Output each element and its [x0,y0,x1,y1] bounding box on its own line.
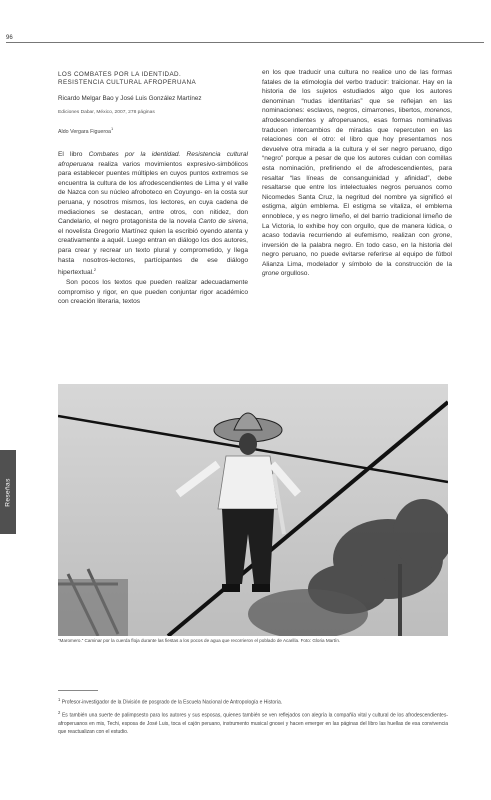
footnote-marker: 1 [58,697,61,702]
footnote-text: Profesor-investigador de la División de posgrado de la Escuela Nacional de Antropología e Historia. [61,699,283,706]
section-tab-label: Reseñas [4,477,12,507]
right-column [262,68,452,279]
footnote-2 [58,709,448,736]
footnotes [58,696,448,738]
left-paragraph-1 [58,150,248,278]
italic-term: grone [262,270,279,278]
review-title-line-1: LOS COMBATES POR LA IDENTIDAD. [58,71,182,78]
right-paragraph [262,68,452,279]
text-run: , inversión de la palabra negro. En todo caso, en la historia del negro peruano, no puede evitarse referirse al equipo de fútbol Alianza Lima, modelador y símbolo de la construcción de la [262,232,452,268]
section-tab [0,450,16,534]
text-run: en los que traducir una cultura no realice uno de las formas fatales de la etimología del verbo traducir: traicionar. Hay en la historia de los sujetos estudiados algo que los autores denominan “nudas identitarias” que se reflejan en las nominaciones: esclavos, negros, cimarrones, libertos, [262,69,452,115]
footnote-rule [58,690,98,691]
novel-title-italic: Canto de sirena [198,218,247,226]
page-number: 96 [6,35,13,41]
footnote-marker: 2 [93,267,97,273]
book-title-italic: Combates por la identidad. Resistencia cultural afroperuana [58,151,248,168]
text-run: , el novelista Gregorio Martínez quien la escribió oyendo atenta y creativamente a aquél. Luego entran en diálogo los dos autores, para crear y recrear un texto plural y comprometido, y llega hasta nosotros-lectores, partícipantes de ese diálogo hipertextual. [58,218,248,277]
text-run: realiza varios movimientos expresivo-simbólicos para establecer puentes múltiples en cuyos puntos extremos se encuentra la cultura de los afrodescendientes de Lima y el valle de Nazca con su núcleo afroboteco en Coyungo- en la costa sur peruana, y nosotros mismos, los lectores, en cuya cadena de mediaciones se destacan, entre otros, con nitidez, don Candelario, el negro protagonista de la novela [58,160,248,226]
left-column [58,150,248,307]
header-rule [6,42,484,43]
footnote-text: Es también una suerte de palimpsesto para los autores y sus esposas, quienes también se ven reflejados con alegría la compañía vital y cultural de los afrodescendientes-afroperuanos en mis, Techi, esposa de José Luis, toca el cajón peruano, instrumento musical gnosei y hacen emerger en las páginas del libro las huellas de esa convivencia que reactualizan con el estudio. [58,712,448,735]
review-title [58,71,253,88]
reviewer-footnote-marker: 1 [111,126,114,131]
review-title-line-2: RESISTENCIA CULTURAL AFROPERUANA [58,79,197,87]
text-run: , afrodescendientes y afroperuanos, esas formas nominativas traducen intercambios de miradas que repercuten en las relaciones con el otro: el libro que hoy presentamos nos devuelve otra mirada a la cultura y el ser negro peruano, digo “negro” porque a pesar de que los autores cuidan con comillas esta nominación, prefiriendo el de afrodescendientes, para resaltar “las líneas de consanguinidad y afinidad”, debe resaltarse que entre los intelectuales negros peruanos como Nicomedes Santa Cruz, la negritud del nombre ya significó el estigma, algún emblema. El estigma se vitaliza, el emblema ennoblece, y es negro limeño, el del barrio tradicional limeño de La Victoria, lo exhibe hoy con orgullo, que de manera lúdica, o acaso todavía recurriendo al eufemismo, realizan con [262,107,452,240]
italic-term: morenos [424,107,451,115]
tightrope-walker-photo [58,384,448,636]
reviewer-name-text: Aldo Vergara Figueroa [58,128,112,135]
photo-caption: “Maromero.” Caminar por la cuerda floja durante las fiestas a los pocos de agua que recorrieron el poblado de Acarilla. Foto: Gloria Martín. [58,638,341,643]
italic-term: grone [433,232,451,240]
text-run: El libro [58,151,89,158]
review-authors: Ricardo Melgar Bao y José Luis González Martínez [58,95,202,102]
reviewer-name [58,126,113,135]
text-run: orgulloso. [278,270,310,278]
footnote-1 [58,696,448,707]
left-paragraph-2: Son pocos los textos que pueden realizar adecuadamente compromiso y rigor, en que pueden conjuntar rigor académico con creación literaria, textos [58,278,248,306]
publication-info: Ediciones Dabar, México, 2007, 278 páginas [58,110,155,115]
footnote-marker: 2 [58,709,61,715]
